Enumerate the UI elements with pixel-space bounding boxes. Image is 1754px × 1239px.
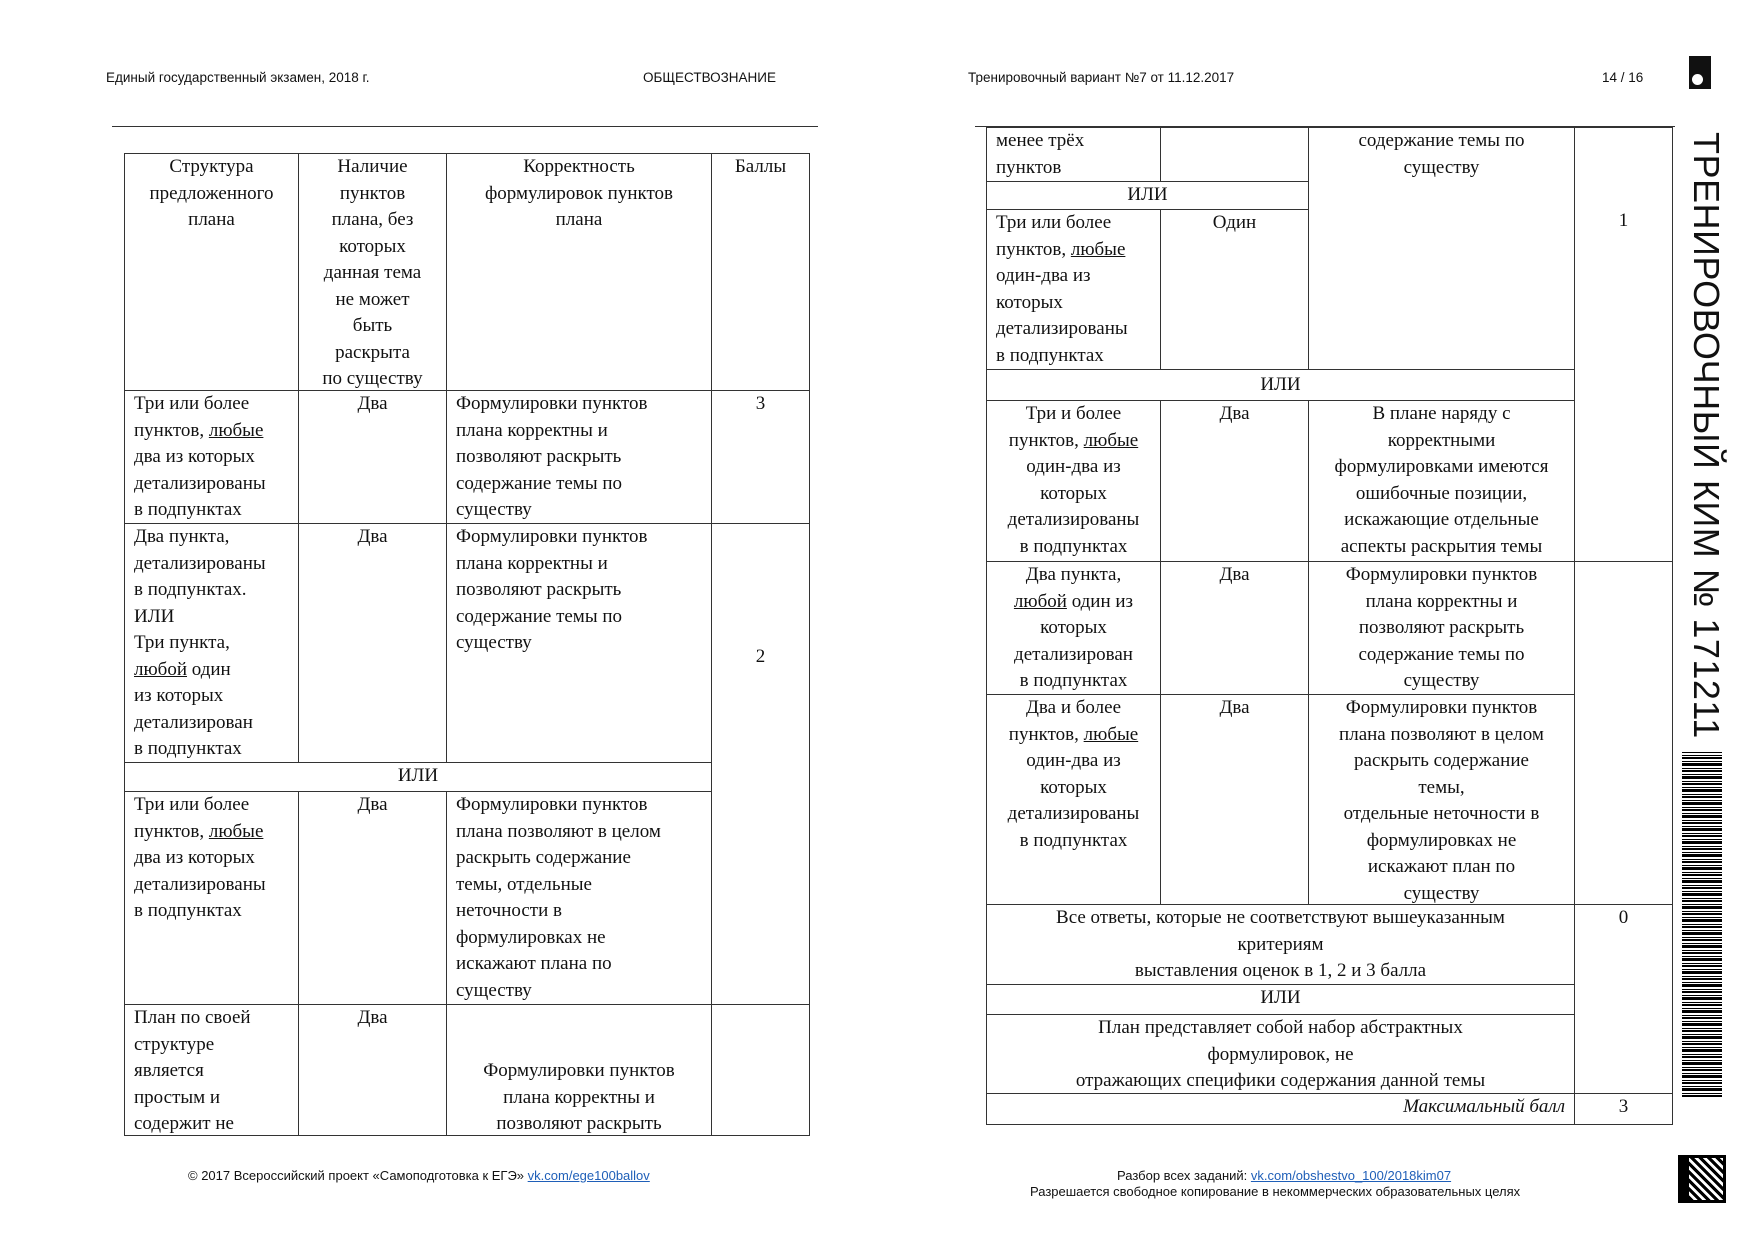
side-title: ТРЕНИРОВОЧНЫЙ КИМ № 171211 — [1686, 132, 1727, 739]
right-r4-structure: Два и более пунктов, любые один-два из которых детализированы в подпунктах — [986, 694, 1161, 905]
footer-left-link[interactable]: vk.com/ege100ballov — [527, 1168, 650, 1183]
right-r2-count: Два — [1160, 400, 1309, 562]
right-r0-structure: менее трёх пунктов — [986, 127, 1161, 182]
right-r0-count — [1160, 127, 1309, 182]
right-r1-structure: Три или более пунктов, любые один-два из которых детализированы в подпунктах — [986, 209, 1161, 370]
right-r1-count: Один — [1160, 209, 1309, 370]
left-r3-structure: Три или более пунктов, любые два из которых детализированы в подпунктах — [124, 791, 299, 1005]
logo-icon — [1689, 56, 1711, 89]
right-r5-text: Все ответы, которые не соответствуют вышеуказанным критериям выставления оценок в 1, 2 и 3 балла — [986, 904, 1575, 985]
col-header-correctness: Корректность формулировок пунктов плана — [446, 153, 712, 391]
left-header-rule — [112, 126, 818, 127]
right-or-separator-c: ИЛИ — [986, 984, 1575, 1015]
max-score-label: Максимальный балл — [986, 1093, 1575, 1125]
left-r3-count: Два — [298, 791, 447, 1005]
max-score-value: 3 — [1574, 1093, 1673, 1125]
header-subject: ОБЩЕСТВОЗНАНИЕ — [643, 70, 776, 85]
qr-code-icon — [1678, 1155, 1726, 1203]
right-r2-structure: Три и более пунктов, любые один-два из которых детализированы в подпунктах — [986, 400, 1161, 562]
right-r3-count: Два — [1160, 561, 1309, 695]
footer-right-link[interactable]: vk.com/obshestvo_100/2018kim07 — [1250, 1168, 1452, 1183]
left-r2-correctness: Формулировки пунктов плана корректны и позволяют раскрыть содержание темы по существу — [446, 523, 712, 763]
right-r3-structure: Два пункта, любой один из которых детализирован в подпунктах — [986, 561, 1161, 695]
right-score-0: 0 — [1574, 904, 1673, 1094]
col-header-structure: Структура предложенного плана — [124, 153, 299, 391]
footer-right: Разбор всех заданий: vk.com/obshestvo_100/2018kim07 — [1117, 1168, 1452, 1183]
right-r3-correctness: Формулировки пунктов плана корректны и позволяют раскрыть содержание темы по существу — [1308, 561, 1575, 695]
left-or-separator: ИЛИ — [124, 762, 712, 792]
right-r4-correctness: Формулировки пунктов плана позволяют в целом раскрыть содержание темы, отдельные неточности в формулировках не искажают план по существу — [1308, 694, 1575, 905]
left-r4-score — [711, 1004, 810, 1136]
right-score-2-empty — [1574, 561, 1673, 905]
right-score-1: 1 — [1574, 127, 1673, 562]
col-header-count: Наличие пунктов плана, без которых данная тема не может быть раскрыта по существу — [298, 153, 447, 391]
footer-left: © 2017 Всероссийский проект «Самоподготовка к ЕГЭ» vk.com/ege100ballov — [188, 1168, 650, 1183]
left-r1-correctness: Формулировки пунктов плана корректны и позволяют раскрыть содержание темы по существу — [446, 390, 712, 524]
left-r3-correctness: Формулировки пунктов плана позволяют в целом раскрыть содержание темы, отдельные неточности в формулировках не искажают плана по существу — [446, 791, 712, 1005]
right-r0-correctness: содержание темы по существу — [1308, 127, 1575, 370]
left-r4-correctness: Формулировки пунктов плана корректны и позволяют раскрыть — [446, 1004, 712, 1136]
col-header-score: Баллы — [711, 153, 810, 391]
header-variant: Тренировочный вариант №7 от 11.12.2017 — [968, 70, 1235, 85]
left-r2-count: Два — [298, 523, 447, 763]
right-or-separator-b: ИЛИ — [986, 369, 1575, 401]
left-r4-structure: План по своей структуре является простым и содержит не — [124, 1004, 299, 1136]
left-r4-count: Два — [298, 1004, 447, 1136]
left-r1-count: Два — [298, 390, 447, 524]
left-r1-structure: Три или более пунктов, любые два из которых детализированы в подпунктах — [124, 390, 299, 524]
right-or-separator-a: ИЛИ — [986, 181, 1309, 210]
header-exam-title: Единый государственный экзамен, 2018 г. — [106, 70, 370, 85]
barcode-icon — [1682, 752, 1722, 1097]
left-r2-score: 2 — [711, 523, 810, 1005]
page-number: 14 / 16 — [1602, 70, 1644, 85]
right-r4-count: Два — [1160, 694, 1309, 905]
right-r2-correctness: В плане наряду с корректными формулировками имеются ошибочные позиции, искажающие отдельные аспекты раскрытия темы — [1308, 400, 1575, 562]
right-r6-text: План представляет собой набор абстрактных формулировок, не отражающих специфики содержания данной темы — [986, 1014, 1575, 1094]
left-r1-score: 3 — [711, 390, 810, 524]
left-r2-structure: Два пункта, детализированы в подпунктах. ИЛИ Три пункта, любой один из которых детализирован в подпунктах — [124, 523, 299, 763]
footer-copy-note: Разрешается свободное копирование в некоммерческих образовательных целях — [1030, 1184, 1521, 1199]
